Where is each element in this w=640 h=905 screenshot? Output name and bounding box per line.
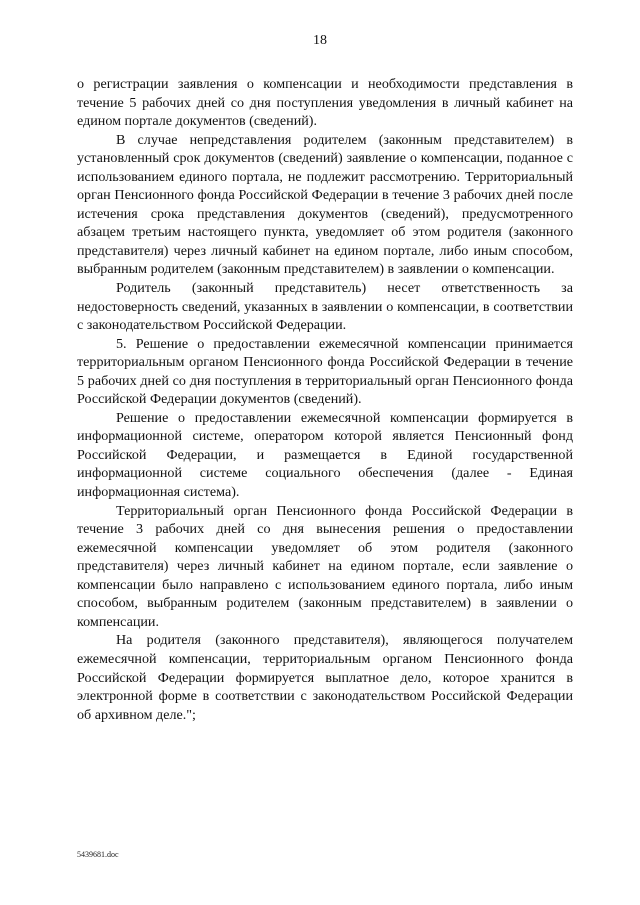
paragraph: Родитель (законный представитель) несет ответственность за недостоверность сведений, указанных в заявлении о компенсации, в соответствии с законодательством Российской Федерации. xyxy=(77,280,573,334)
paragraph: Территориальный орган Пенсионного фонда Российской Федерации в течение 3 рабочих дней со дня вынесения решения о предоставлении ежемесячной компенсации уведомляет об этом родителя (законного представителя) через личный кабинет на едином портале, если заявление о компенсации было направлено с использованием единого портала, либо иным способом, выбранным родителем (законным представителем) в заявлении о компенсации. xyxy=(77,502,573,630)
page-number: 18 xyxy=(313,33,327,48)
paragraph: Решение о предоставлении ежемесячной компенсации формируется в информационной системе, оператором которой является Пенсионный фонд Российской Федерации, и размещается в Единой государственной информационной системе социального обеспечения (далее - Единая информационная система). xyxy=(77,409,573,501)
paragraph: о регистрации заявления о компенсации и необходимости представления в течение 5 рабочих дней со дня поступления уведомления в личный кабинет на едином портале документов (сведений). xyxy=(77,76,573,130)
paragraph: 5. Решение о предоставлении ежемесячной компенсации принимается территориальным органом Пенсионного фонда Российской Федерации в течение 5 рабочих дней со дня поступления в территориальный орган Пенсионного фонда Российской Федерации документов (сведений). xyxy=(77,335,573,408)
document-file-code: 5439681.doc xyxy=(77,850,119,859)
document-body xyxy=(77,75,573,724)
paragraph: В случае непредставления родителем (законным представителем) в установленный срок документов (сведений) заявление о компенсации, поданное с использованием единого портала, не подлежит рассмотрению. Территориальный орган Пенсионного фонда Российской Федерации в течение 3 рабочих дней после истечения срока представления документов (сведений), предусмотренного абзацем третьим настоящего пункта, уведомляет об этом родителя (законного представителя) через личный кабинет на едином портале, либо иным способом, выбранным родителем (законным представителем) в заявлении о компенсации. xyxy=(77,131,573,278)
paragraph: На родителя (законного представителя), являющегося получателем ежемесячной компенсации, территориальным органом Пенсионного фонда Российской Федерации формируется выплатное дело, которое хранится в электронной форме в соответствии с законодательством Российской Федерации об архивном деле."; xyxy=(77,632,573,723)
